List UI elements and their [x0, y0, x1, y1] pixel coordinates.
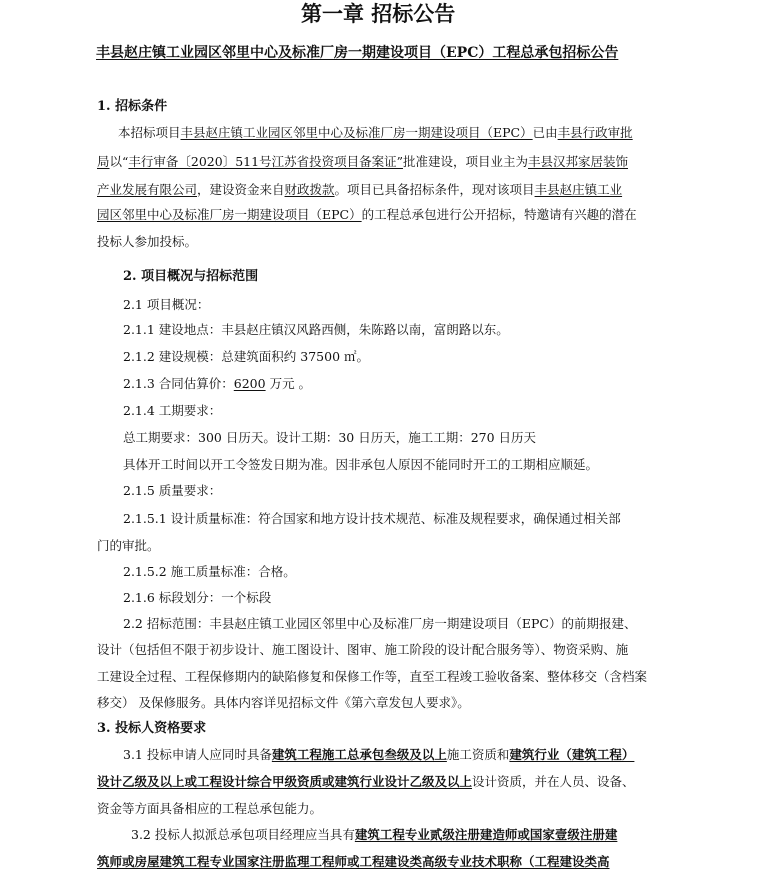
section-2-heading: 2. 项目概况与招标范围	[123, 269, 259, 284]
funding-source: 财政拨款	[284, 182, 335, 197]
text: 施工资质和	[446, 747, 510, 762]
section-2-line: 2.1.5.1 设计质量标准：符合国家和地方设计技术规范、标准及规程要求，确保通过相关部	[123, 511, 621, 526]
text: 批准建设，项目业主为	[402, 154, 528, 169]
section-1-heading: 1. 招标条件	[97, 99, 168, 114]
section-3-heading: 3. 投标人资格要求	[97, 721, 207, 736]
text: 3.2 投标人拟派总承包项目经理应当具有	[131, 827, 355, 842]
section-2-line: 2.1.4 工期要求：	[123, 403, 222, 418]
project-name: 丰县赵庄镇工业	[534, 182, 623, 197]
section-1-line-1	[118, 124, 633, 142]
owner-name-cont: 产业发展有限公司	[97, 182, 198, 197]
section-2-line: 2.1.5.2 施工质量标准：合格。	[123, 564, 296, 579]
section-2-line: 工建设全过程、工程保修期内的缺陷修复和保修工作等，直至工程竣工验收备案、整体移交（含档案	[97, 669, 648, 684]
section-2-line: 2.1.1 建设地点：丰县赵庄镇汉风路西侧，朱陈路以南，富朗路以东。	[123, 322, 509, 337]
section-2-line: 2.2 招标范围：丰县赵庄镇工业园区邻里中心及标准厂房一期建设项目（EPC）的前期报建、	[123, 616, 637, 631]
owner-name: 丰县汉邦家居装饰	[527, 154, 628, 169]
text: 设计资质，并在人员、设备、	[472, 774, 635, 789]
section-2-line: 具体开工时间以开工令签发日期为准。因非承包人原因不能同时开工的工期相应顺延。	[123, 457, 599, 472]
contract-estimate-line	[123, 375, 311, 393]
section-3-line-2	[97, 773, 635, 791]
approval-document: 丰行审备〔2020〕511号江苏省投资项目备案证”	[128, 154, 403, 169]
text: 万元 。	[265, 376, 312, 391]
text: 已由	[532, 125, 558, 140]
section-2-line: 2.1.5 质量要求：	[123, 483, 222, 498]
construction-qualification: 建筑工程施工总承包叁级及以上	[271, 747, 447, 762]
section-2-line: 2.1.6 标段划分：一个标段	[123, 590, 272, 605]
design-qualification-cont: 设计乙级及以上或工程设计综合甲级资质或建筑行业设计乙级及以上	[97, 774, 473, 789]
section-2-line: 总工期要求：300 日历天。设计工期：30 日历天，施工工期：270 日历天	[123, 430, 537, 445]
text: 以“	[109, 154, 129, 169]
section-1-line-5: 投标人参加投标。	[97, 234, 198, 249]
approval-authority: 丰县行政审批	[557, 125, 633, 140]
chapter-title: 第一章 招标公告	[301, 1, 456, 26]
section-3-line-5: 筑师或房屋建筑工程专业国家注册监理工程师或工程建设类高级专业技术职称（工程建设类高	[97, 854, 610, 869]
section-2-line: 2.1 项目概况：	[123, 297, 210, 312]
project-name-cont: 园区邻里中心及标准厂房一期建设项目（EPC）	[97, 207, 362, 222]
notice-title: 丰县赵庄镇工业园区邻里中心及标准厂房一期建设项目（EPC）工程总承包招标公告	[96, 45, 619, 61]
text: ，建设资金来自	[197, 182, 285, 197]
section-1-line-2	[97, 153, 628, 171]
section-1-line-3	[97, 181, 622, 199]
section-2-line: 设计（包括但不限于初步设计、施工图设计、图审、施工阶段的设计配合服务等）、物资采购、施	[97, 642, 629, 657]
section-2-line: 2.1.2 建设规模：总建筑面积约 37500 ㎡。	[123, 349, 369, 364]
text: 。项目已具备招标条件，现对该项目	[334, 182, 535, 197]
text: 的工程总承包进行公开招标，特邀请有兴趣的潜在	[361, 207, 637, 222]
manager-qualification: 建筑工程专业贰级注册建造师或国家壹级注册建	[354, 827, 618, 842]
section-3-line-1	[123, 746, 634, 764]
text: 2.1.3 合同估算价：	[123, 376, 234, 391]
text: 本招标项目	[118, 125, 181, 140]
section-3-line-3: 资金等方面具备相应的工程总承包能力。	[97, 801, 323, 816]
project-name-link: 丰县赵庄镇工业园区邻里中心及标准厂房一期建设项目（EPC）	[180, 125, 533, 140]
design-qualification: 建筑行业（建筑工程）	[509, 747, 635, 762]
section-2-line: 门的审批。	[97, 538, 160, 553]
approval-authority-cont: 局	[97, 154, 110, 169]
text: 3.1 投标申请人应同时具备	[123, 747, 272, 762]
section-2-line: 移交） 及保修服务。具体内容详见招标文件《第六章发包人要求》。	[97, 695, 470, 710]
contract-amount: 6200	[233, 376, 266, 391]
section-3-line-4	[131, 826, 617, 844]
section-1-line-4	[97, 206, 637, 224]
